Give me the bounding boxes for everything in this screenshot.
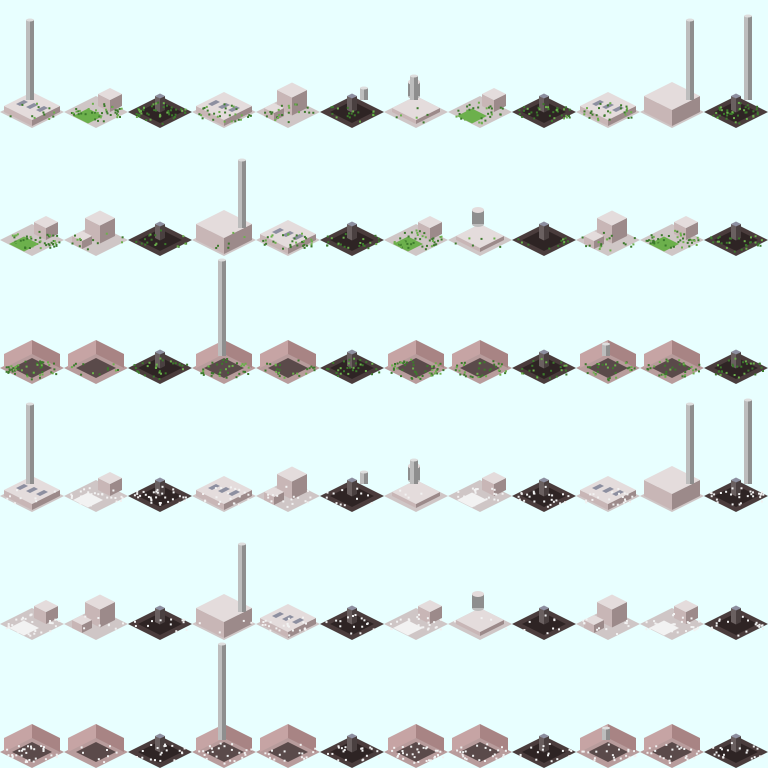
building-sprite [128,512,192,640]
sprite-tile-3-8 [512,384,576,512]
sprite-tile-1-10 [640,128,704,256]
building-sprite [704,128,768,256]
building-sprite [320,640,384,768]
building-sprite [192,640,256,768]
sprite-tile-2-0 [0,256,64,384]
building-sprite [256,128,320,256]
sprite-tile-0-10 [640,0,704,128]
sprite-tile-5-5 [320,640,384,768]
building-sprite [0,384,64,512]
building-sprite [0,640,64,768]
sprite-tile-4-9 [576,512,640,640]
building-sprite [384,640,448,768]
building-sprite [576,640,640,768]
sprite-tile-4-10 [640,512,704,640]
sprite-tile-4-0 [0,512,64,640]
building-sprite [704,384,768,512]
sprite-tile-4-4 [256,512,320,640]
building-sprite [448,0,512,128]
building-sprite [704,640,768,768]
sprite-tile-4-3 [192,512,256,640]
building-sprite [320,512,384,640]
sprite-tile-2-6 [384,256,448,384]
sprite-tile-3-7 [448,384,512,512]
building-sprite [64,256,128,384]
sprite-tile-1-5 [320,128,384,256]
building-sprite [640,0,704,128]
sprite-tile-2-7 [448,256,512,384]
sprite-tile-5-2 [128,640,192,768]
building-sprite [256,384,320,512]
building-sprite [512,640,576,768]
building-sprite [64,128,128,256]
sprite-tile-2-11 [704,256,768,384]
sprite-tile-2-10 [640,256,704,384]
building-sprite [384,128,448,256]
sprite-tile-0-0 [0,0,64,128]
building-sprite [192,0,256,128]
building-sprite [128,640,192,768]
sprite-tile-3-11 [704,384,768,512]
sprite-tile-3-3 [192,384,256,512]
sprite-tile-5-7 [448,640,512,768]
sprite-tile-3-5 [320,384,384,512]
sprite-tile-5-9 [576,640,640,768]
building-sprite [128,128,192,256]
building-sprite [704,0,768,128]
sprite-tile-4-7 [448,512,512,640]
building-sprite [576,256,640,384]
building-sprite [64,640,128,768]
sprite-tile-1-2 [128,128,192,256]
building-sprite [384,512,448,640]
building-sprite [192,256,256,384]
sprite-tile-2-2 [128,256,192,384]
sprite-tile-5-4 [256,640,320,768]
sprite-tile-3-10 [640,384,704,512]
building-sprite [64,0,128,128]
building-sprite [192,384,256,512]
sprite-tile-1-8 [512,128,576,256]
building-sprite [0,128,64,256]
sprite-tile-0-7 [448,0,512,128]
building-sprite [448,640,512,768]
building-sprite [640,640,704,768]
sprite-tile-0-2 [128,0,192,128]
building-sprite [384,384,448,512]
building-sprite [448,128,512,256]
building-sprite [512,384,576,512]
sprite-tile-5-11 [704,640,768,768]
building-sprite [448,512,512,640]
sprite-tile-0-11 [704,0,768,128]
building-sprite [576,0,640,128]
sprite-tile-1-1 [64,128,128,256]
sprite-tile-4-1 [64,512,128,640]
building-sprite [576,384,640,512]
sprite-tile-0-5 [320,0,384,128]
building-sprite [384,256,448,384]
building-sprite [256,640,320,768]
sprite-tile-2-3 [192,256,256,384]
building-sprite [256,256,320,384]
sprite-tile-0-6 [384,0,448,128]
building-sprite [640,384,704,512]
building-sprite [128,256,192,384]
sprite-tile-4-11 [704,512,768,640]
building-sprite [576,512,640,640]
building-sprite [512,0,576,128]
sprite-tile-2-1 [64,256,128,384]
sprite-tile-4-2 [128,512,192,640]
building-sprite [448,384,512,512]
building-sprite [704,256,768,384]
building-sprite [320,256,384,384]
sprite-tile-5-8 [512,640,576,768]
building-sprite [128,384,192,512]
sprite-tile-4-5 [320,512,384,640]
sprite-tile-5-6 [384,640,448,768]
sprite-tile-1-4 [256,128,320,256]
building-sprite [512,128,576,256]
sprite-tile-5-10 [640,640,704,768]
sprite-tile-3-6 [384,384,448,512]
sprite-tile-1-3 [192,128,256,256]
sprite-tile-1-9 [576,128,640,256]
building-sprite [0,512,64,640]
building-sprite [320,128,384,256]
sprite-tile-3-1 [64,384,128,512]
sprite-tile-4-8 [512,512,576,640]
building-sprite [384,0,448,128]
sprite-tile-2-8 [512,256,576,384]
sprite-tile-2-5 [320,256,384,384]
sprite-tile-4-6 [384,512,448,640]
building-sprite [64,512,128,640]
sprite-tile-2-9 [576,256,640,384]
building-sprite [320,0,384,128]
building-sprite [640,128,704,256]
building-sprite [640,256,704,384]
building-sprite [192,512,256,640]
sprite-tile-0-4 [256,0,320,128]
building-sprite [704,512,768,640]
building-sprite [0,0,64,128]
sprite-tile-3-2 [128,384,192,512]
building-sprite [256,0,320,128]
sprite-tile-1-0 [0,128,64,256]
building-sprite [640,512,704,640]
building-sprite [0,256,64,384]
building-sprite [256,512,320,640]
building-sprite [64,384,128,512]
sprite-tile-3-4 [256,384,320,512]
sprite-tile-3-0 [0,384,64,512]
sprite-tile-0-9 [576,0,640,128]
sprite-tile-5-3 [192,640,256,768]
sprite-tile-5-0 [0,640,64,768]
building-sprite [128,0,192,128]
building-sprite [512,256,576,384]
sprite-tile-1-6 [384,128,448,256]
sprite-tile-5-1 [64,640,128,768]
building-sprite [448,256,512,384]
building-sprite [192,128,256,256]
sprite-tile-0-8 [512,0,576,128]
sprite-tile-1-11 [704,128,768,256]
sprite-tile-0-1 [64,0,128,128]
building-sprite [512,512,576,640]
sprite-tile-2-4 [256,256,320,384]
building-sprite [576,128,640,256]
sprite-tile-3-9 [576,384,640,512]
building-sprite [320,384,384,512]
sprite-tile-0-3 [192,0,256,128]
sprite-tile-1-7 [448,128,512,256]
